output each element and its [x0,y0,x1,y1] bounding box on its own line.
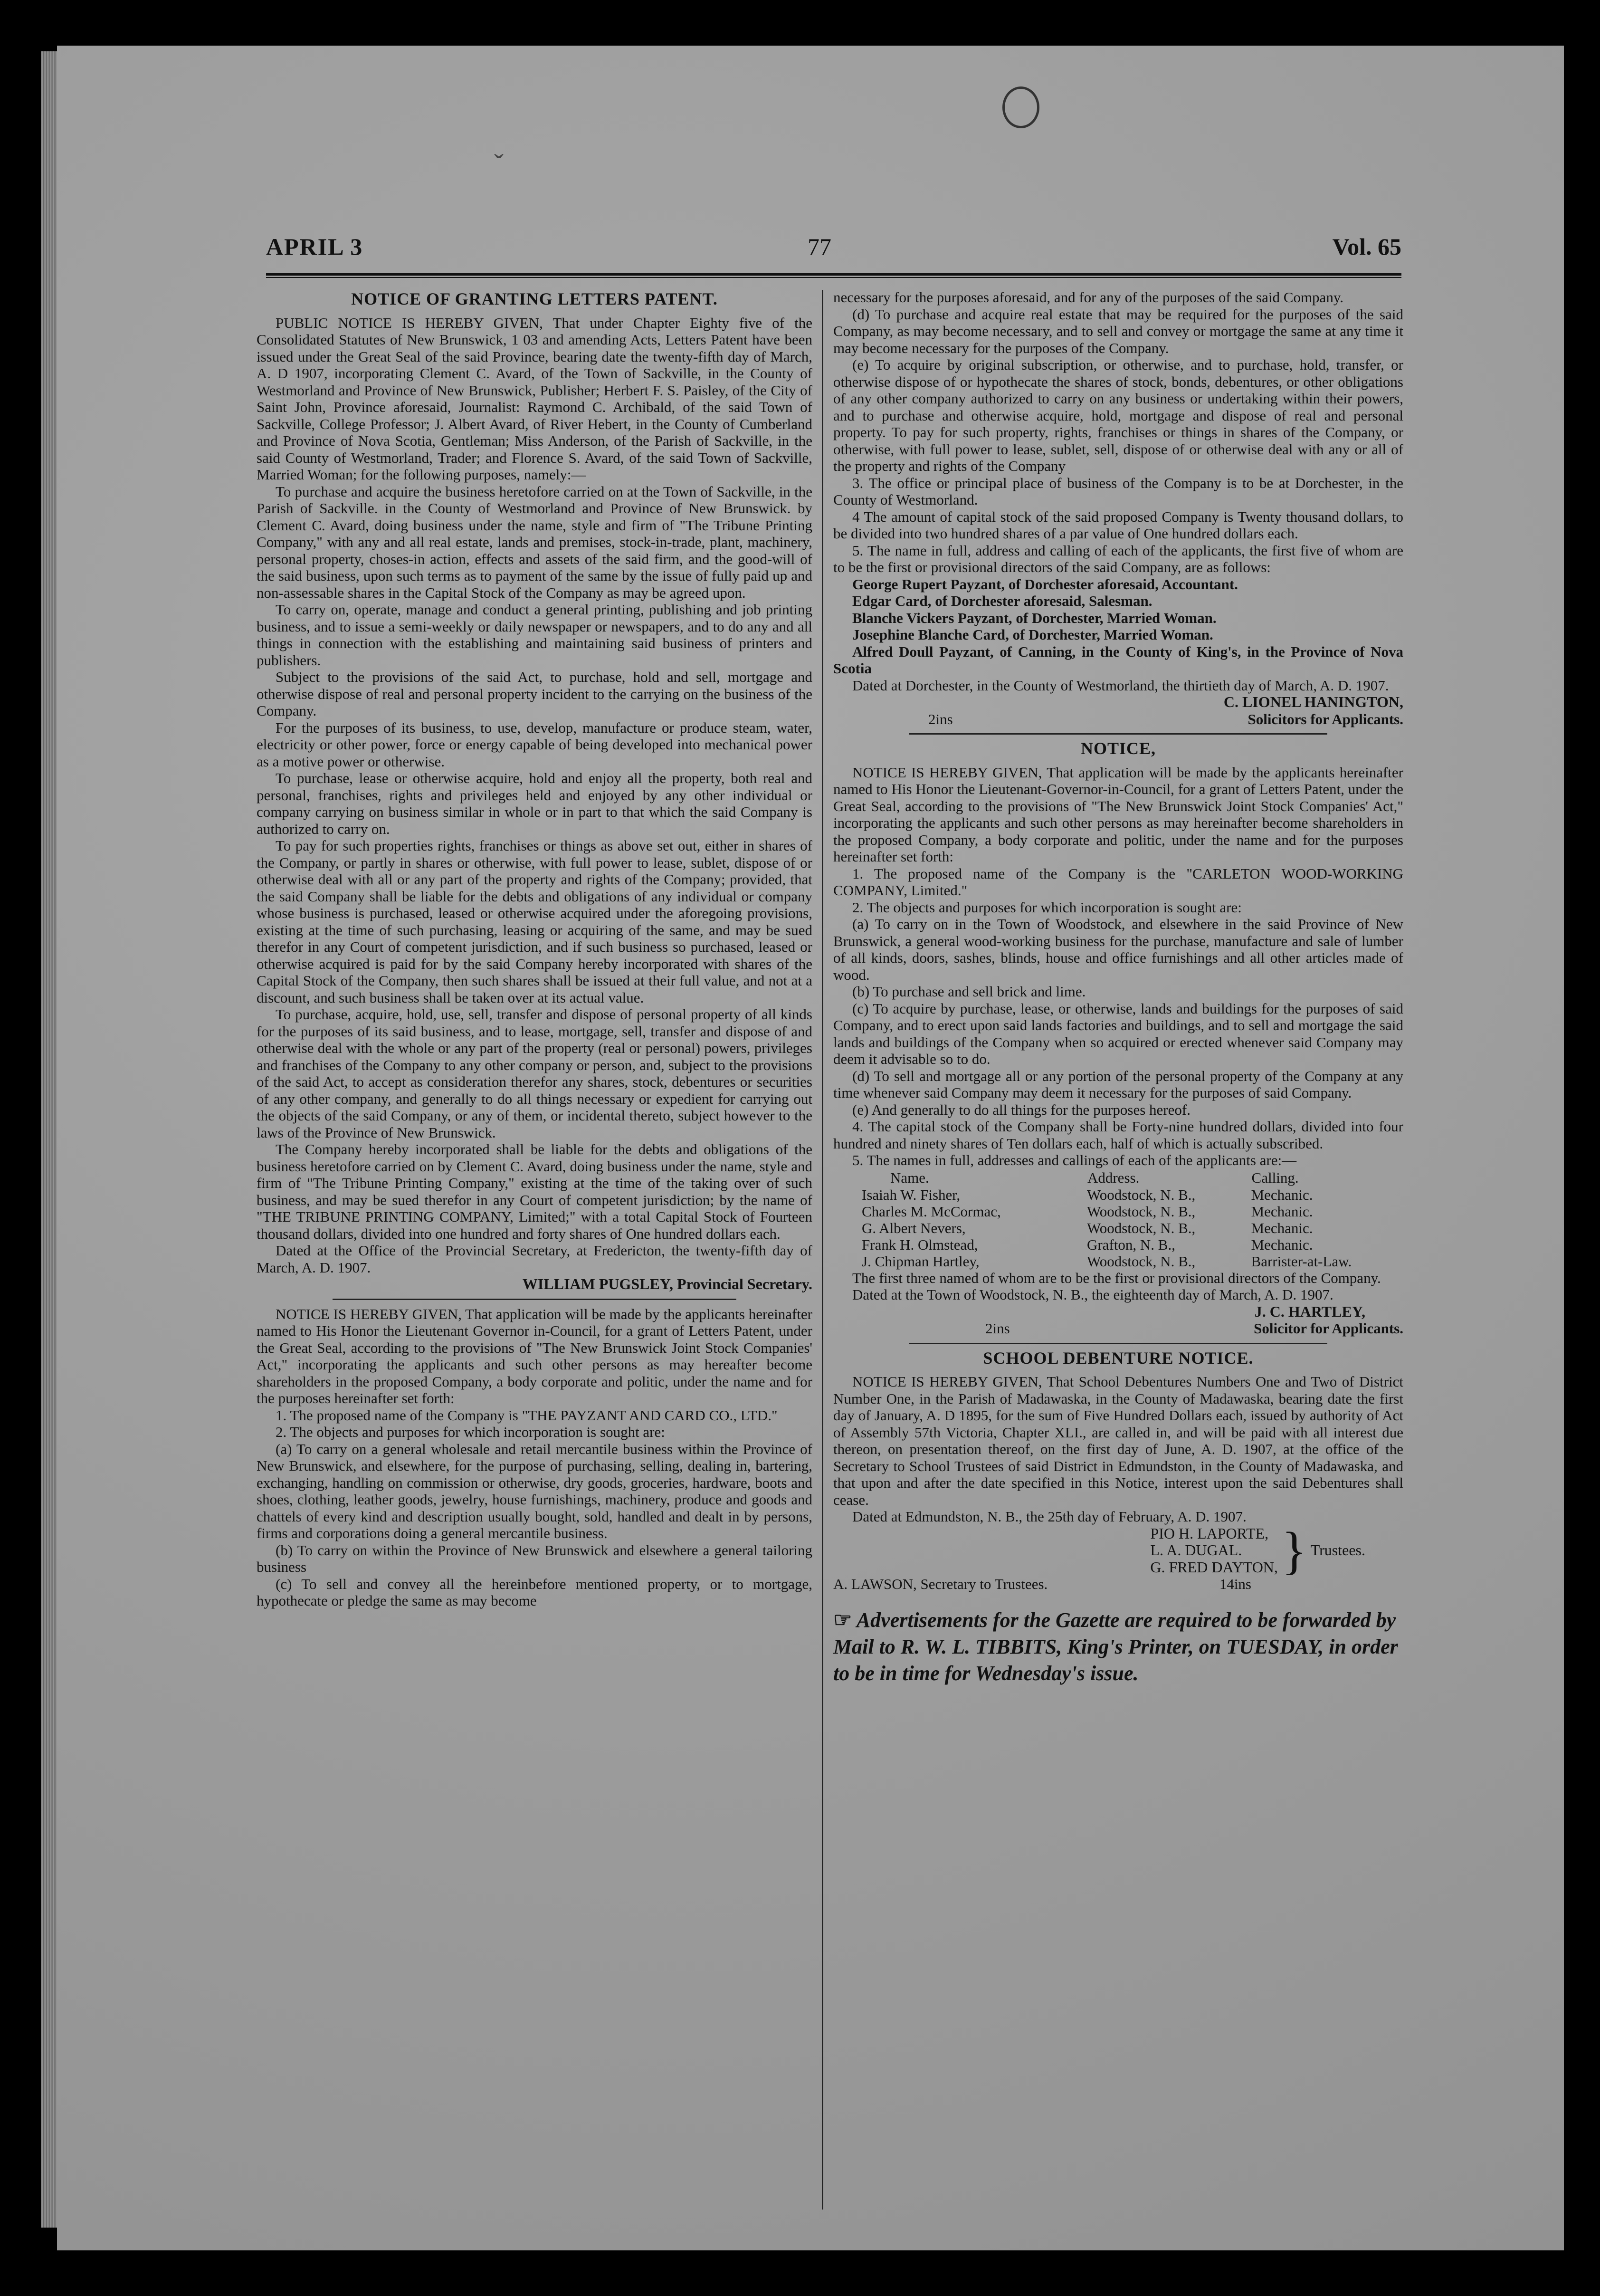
director-entry: Josephine Blanche Card, of Dorchester, Married Woman. [852,626,1213,643]
notice-paragraph: (d) To purchase and acquire real estate that may be required for the purposes of the said Company, as may become necessary, and to sell and convey or mortgage the same at any time it may become necessary for the purposes of the Company. [833,306,1403,356]
table-header-row [833,1169,1403,1186]
secretary-line: A. LAWSON, Secretary to Trustees. [833,1576,1048,1592]
trustees-names [1150,1525,1277,1576]
notice-paragraph: To purchase and acquire the business heretofore carried on at the Town of Sackville, in the Parish of Sackville. in the County of Westmorland and Province of New Brunswick. by Clement C. Avard, doing business under the name, style and firm of "The Tribune Printing Company," with any and all real estate, lands and premises, stock-in-trade, plant, machinery, personal property, choses-in action, effects and assets of the said firm, and the good-will of the said business, upon such terms as to payment of the same by the issue of fully paid up and non-assessable shares in the Capital Stock of the Company as may be agreed upon. [257,483,812,601]
notice-title-school-debenture: SCHOOL DEBENTURE NOTICE. [983,1348,1254,1368]
notice-paragraph: (c) To sell and convey all the hereinbefore mentioned property, or to mortgage, hypothecate or pledge the same as may become [257,1575,812,1609]
signature-row [833,1320,1403,1337]
trustees-label: Trustees. [1310,1541,1365,1559]
solicitor-label: Solicitors for Applicants. [1248,710,1403,727]
notice-paragraph: NOTICE IS HEREBY GIVEN, That application will be made by the applicants hereinafter named to His Honor the Lieutenant Governor in-Council, for a grant of Letters Patent, under the Great Seal, according to the provisions of "The New Brunswick Joint Stock Companies' Act," incorporating the applicants and such other persons as may hereafter become shareholders in the proposed Company, a body corporate and politic, under the name and for the purposes hereinafter set forth: [257,1305,812,1406]
table-row [833,1220,1403,1236]
trustee-name: PIO H. LAPORTE, [1150,1524,1269,1542]
page-header [266,233,1401,271]
applicant-calling: Mechanic. [1251,1236,1313,1253]
notice-paragraph: 2. The objects and purposes for which incorporation is sought are: [852,899,1242,916]
advertisements-text: Advertisements for the Gazette are required to be forwarded by Mail to R. W. L. TIBBITS, King's Printer, on TUESDAY, in order to be in time for Wednesday's issue. [833,1608,1398,1685]
punch-hole [1002,86,1039,128]
column-header-address: Address. [1087,1169,1140,1186]
left-column [257,289,812,1609]
table-row [833,1186,1403,1203]
director-entry: George Rupert Payzant, of Dorchester aforesaid, Accountant. [852,575,1238,593]
notice-paragraph: The first three named of whom are to be the first or provisional directors of the Company. [852,1269,1381,1286]
notice-paragraph: 1. The proposed name of the Company is "THE PAYZANT AND CARD CO., LTD." [276,1406,778,1424]
notice-paragraph: Dated at the Office of the Provincial Secretary, at Fredericton, the twenty-fifth day of March, A. D. 1907. [257,1242,812,1276]
notice-paragraph: 4 The amount of capital stock of the said proposed Company is Twenty thousand dollars, to be divided into two hundred shares of a par value of One hundred dollars each. [833,508,1403,542]
notice-paragraph: To purchase, lease or otherwise acquire, hold and enjoy all the property, both real and personal, franchises, rights and privileges held and enjoyed by any other individual or company carrying on business similar in whole or in part to that which the said Company is authorized to carry on. [257,770,812,837]
notice-paragraph: NOTICE IS HEREBY GIVEN, That application will be made by the applicants hereinafter named to His Honor the Lieutenant-Governor-in-Council, for a grant of Letters Patent, under the Great Seal, according to the provisions of "The New Brunswick Joint Stock Companies' Act," incorporating the applicants and such other persons as may hereinafter become shareholders in the proposed Company, a body corporate and politic, under the name and for the purposes hereinafter set forth: [833,764,1403,865]
notice-paragraph: 5. The name in full, address and calling of each of the applicants, the first five of whom are to be the first or provisional directors of the said Company, are as follows: [833,542,1403,575]
applicant-address: Grafton, N. B., [1086,1236,1175,1253]
applicant-calling: Mechanic. [1251,1203,1313,1220]
applicant-name: G. Albert Nevers, [862,1219,966,1236]
header-date: APRIL 3 [266,233,363,260]
column-header-calling: Calling. [1251,1169,1299,1186]
director-entry: Edgar Card, of Dorchester aforesaid, Salesman. [852,593,1152,609]
signature-solicitor: C. LIONEL HANINGTON, [1223,693,1403,710]
separator-rule [909,733,1327,735]
notice-paragraph: Dated at Dorchester, in the County of Westmorland, the thirtieth day of March, A. D. 1907. [852,677,1389,694]
table-row [833,1203,1403,1220]
notice-paragraph: 2. The objects and purposes for which incorporation is sought are: [276,1424,665,1440]
notice-paragraph: To pay for such properties rights, franchises or things as above set out, either in shares of the Company, or partly in shares or otherwise, with full power to lease, sublet, dispose of or otherwise deal with all or any part of the property and rights of the Company; provided, that the said Company shall be liable for the debts and obligations of any individual or company whose business is purchased, leased or otherwise acquired under the aforegoing provisions, existing at the time of such purchasing, leasing or acquiring of the same, and may be sued therefor in any Court of competent jurisdiction, and if such business so purchased, leased or otherwise acquired is paid for by the said Company hereby incorporated with shares of the Capital Stock of the Company, then such shares shall be issued at their full value, and not at a discount, and such business shall be taken over at its actual value. [257,837,812,1006]
applicant-address: Woodstock, N. B., [1086,1219,1196,1236]
notice-paragraph: Dated at the Town of Woodstock, N. B., the eighteenth day of March, A. D. 1907. [852,1286,1333,1303]
notice-paragraph: (b) To purchase and sell brick and lime. [852,983,1086,1000]
applicant-name: Isaiah W. Fisher, [862,1186,961,1203]
table-row [833,1236,1403,1253]
insertion-count: 2ins [985,1320,1010,1337]
trustees-block [833,1521,1365,1579]
signature-hartley: J. C. HARTLEY, [1254,1302,1365,1320]
applicant-calling: Mechanic. [1251,1186,1313,1203]
notice-paragraph: (b) To carry on within the Province of New Brunswick and elsewhere a general tailoring business [257,1541,812,1575]
applicant-name: Charles M. McCormac, [862,1203,1001,1220]
solicitor-label: Solicitor for Applicants. [1254,1320,1403,1337]
notice-paragraph: 1. The proposed name of the Company is the "CARLETON WOOD-WORKING COMPANY, Limited." [833,865,1403,899]
applicant-calling: Barrister-at-Law. [1251,1253,1352,1270]
applicant-name: Frank H. Olmstead, [862,1236,978,1253]
notice-paragraph: To carry on, operate, manage and conduct a general printing, publishing and job printing business, and to issue a semi-weekly or daily newspaper or newspapers, and to do any and all things in connection with the establishing and maintaining said business of printers and publishers. [257,601,812,669]
applicant-address: Woodstock, N. B., [1086,1186,1196,1203]
advertisements-notice [833,1607,1403,1687]
signature-row [833,1576,1403,1593]
director-entry: Blanche Vickers Payzant, of Dorchester, Married Woman. [852,609,1217,626]
notice-paragraph: (c) To acquire by purchase, lease, or otherwise, lands and buildings for the purposes of said Company, and to erect upon said lands factories and buildings, and to sell and mortgage the said lands and buildings of the Company when so acquired or erected whenever said Company may deem it advisable so to do. [833,1000,1403,1067]
applicant-address: Woodstock, N. B., [1086,1253,1196,1270]
notice-paragraph: For the purposes of its business, to use, develop, manufacture or produce steam, water, electricity or other power, force or energy capable of being developed into mechanical power as a motive power or otherwise. [257,719,812,770]
notice-paragraph: NOTICE IS HEREBY GIVEN, That School Debentures Numbers One and Two of District Number One, in the Parish of Madawaska, in the County of Madawaska, bearing date the first day of January, A. D 1895, for the sum of Five Hundred Dollars each, issued by authority of Act of Assembly 57th Victoria, Chapter XLI., are called in, and will be paid with all interest due thereon, on presentation thereof, on the first day of June, A. D. 1907, at the office of the Secretary to School Trustees of said District in Edmundston, in the County of Madawaska, and that upon and after the date specified in this Notice, interest upon the said Debentures shall cease. [833,1373,1403,1508]
applicants-table [833,1169,1403,1270]
applicant-calling: Mechanic. [1251,1219,1313,1236]
insertion-count: 14ins [1219,1576,1251,1592]
table-row [833,1253,1403,1270]
separator-rule [333,1299,736,1300]
header-rule [266,273,1401,278]
trustee-name: L. A. DUGAL. [1150,1541,1242,1559]
notice-title: NOTICE, [1080,739,1156,758]
applicant-name: J. Chipman Hartley, [862,1253,980,1270]
trustee-name: G. FRED DAYTON, [1150,1558,1278,1576]
notice-paragraph: (e) And generally to do all things for the purposes hereof. [852,1101,1190,1118]
pencil-mark: ˇ [494,149,504,180]
director-entry: Alfred Doull Payzant, of Canning, in the County of King's, in the Province of Nova Scotia [833,643,1403,677]
notice-title-letters-patent: NOTICE OF GRANTING LETTERS PATENT. [351,289,718,308]
right-column [833,289,1403,1687]
notice-paragraph: necessary for the purposes aforesaid, and for any of the purposes of the said Company. [833,289,1344,306]
notice-paragraph: (e) To acquire by original subscription, or otherwise, and to purchase, hold, transfer, or otherwise dispose of or hypothecate the shares of stock, bonds, debentures, or other obligations of any other company authorized to carry on any business or undertaking within their powers, and to purchase and otherwise acquire, hold, mortgage and dispose of real and personal property. To pay for such property, rights, franchises or things in shares of the Company, or otherwise, with full power to lease, sublet, sell, dispose of or otherwise deal with any or all of the property and rights of the Company [833,356,1403,474]
signature-row [833,711,1403,728]
notice-paragraph: 4. The capital stock of the Company shall be Forty-nine hundred dollars, divided into four hundred and ninety shares of Ten dollars each, half of which is actually subscribed. [833,1118,1403,1152]
notice-paragraph: (d) To sell and mortgage all or any portion of the personal property of the Company at any time whenever said Company may deem it necessary for the purposes of said Company. [833,1067,1403,1101]
notice-paragraph: (a) To carry on in the Town of Woodstock, and elsewhere in the said Province of New Brunswick, a general wood-working business for the purchase, manufacture and sale of lumber of all kinds, doors, sashes, blinds, house and office furnishings and all other articles made of wood. [833,916,1403,983]
header-page-number: 77 [808,233,831,260]
header-volume: Vol. 65 [1332,233,1401,260]
column-divider [822,290,823,2210]
separator-rule [909,1343,1327,1344]
notice-paragraph: Dated at Edmundston, N. B., the 25th day of February, A. D. 1907. [852,1508,1247,1525]
signature-provincial-secretary: WILLIAM PUGSLEY, Provincial Secretary. [522,1275,812,1292]
notice-paragraph: 3. The office or principal place of business of the Company is to be at Dorchester, in the County of Westmorland. [833,474,1403,508]
notice-paragraph: Subject to the provisions of the said Act, to purchase, hold and sell, mortgage and otherwise dispose of real and personal property incident to the carrying on the business of the Company. [257,669,812,719]
pointing-hand-icon: ☞ [833,1608,852,1632]
insertion-count: 2ins [928,710,953,727]
notice-paragraph: 5. The names in full, addresses and callings of each of the applicants are:— [852,1152,1297,1168]
notice-paragraph: (a) To carry on a general wholesale and retail mercantile business within the Province of New Brunswick, and elsewhere, for the purpose of purchasing, selling, dealing in, bartering, exchanging, handling on commission or otherwise, dry goods, groceries, hardware, boots and shoes, clothing, leather goods, jewelry, house furnishings, machinery, produce and goods and chattels of every kind and description usually bought, sold, handled and dealt in by persons, firms and corporations doing a general mercantile business. [257,1440,812,1541]
applicant-address: Woodstock, N. B., [1086,1203,1196,1220]
notice-paragraph: PUBLIC NOTICE IS HEREBY GIVEN, That under Chapter Eighty five of the Consolidated Statutes of New Brunswick, 1 03 and amending Acts, Letters Patent have been issued under the Great Seal of the said Province, bearing date the twenty-fifth day of March, A. D 1907, incorporating Clement C. Avard, of the Town of Sackville, in the County of Westmorland and Province of New Brunswick, Publisher; Herbert F. S. Paisley, of the City of Saint John, Province aforesaid, Journalist: Raymond C. Archibald, of the said Town of Sackville, College Professor; J. Albert Avard, of River Hebert, in the County of Cumberland and Province of Nova Scotia, Gentleman; Miss Anderson, of the Parish of Sackville, in the said County of Westmorland, Trader; and Florence S. Avard, of the said Town of Sackville, Married Woman; for the following purposes, namely:— [257,314,812,483]
notice-paragraph: The Company hereby incorporated shall be liable for the debts and obligations of the business heretofore carried on by Clement C. Avard, doing business under the name, style and firm of "The Tribune Printing Company," existing at the time of the taking over of such business, and may be sued therefor in any Court of competent jurisdiction; by the name of "THE TRIBUNE PRINTING COMPANY, Limited;" with a total Capital Stock of Fourteen thousand dollars, divided into one hundred and forty shares of One hundred dollars each. [257,1141,812,1242]
column-header-name: Name. [890,1169,929,1186]
brace-glyph: } [1281,1521,1307,1579]
notice-paragraph: To purchase, acquire, hold, use, sell, transfer and dispose of personal property of all kinds for the purposes of its said business, and to lease, mortgage, sell, transfer and dispose of and otherwise deal with the whole or any part of the property (real or personal) powers, privileges and franchises of the Company to any other company or person, and, subject to the provisions of the said Act, to accept as consideration therefor any shares, stock, debentures or securities of any other company, and generally to do all things necessary or expedient for carrying out the objects of the said Company, or any of them, or incidental thereto, subject however to the laws of the Province of New Brunswick. [257,1006,812,1141]
